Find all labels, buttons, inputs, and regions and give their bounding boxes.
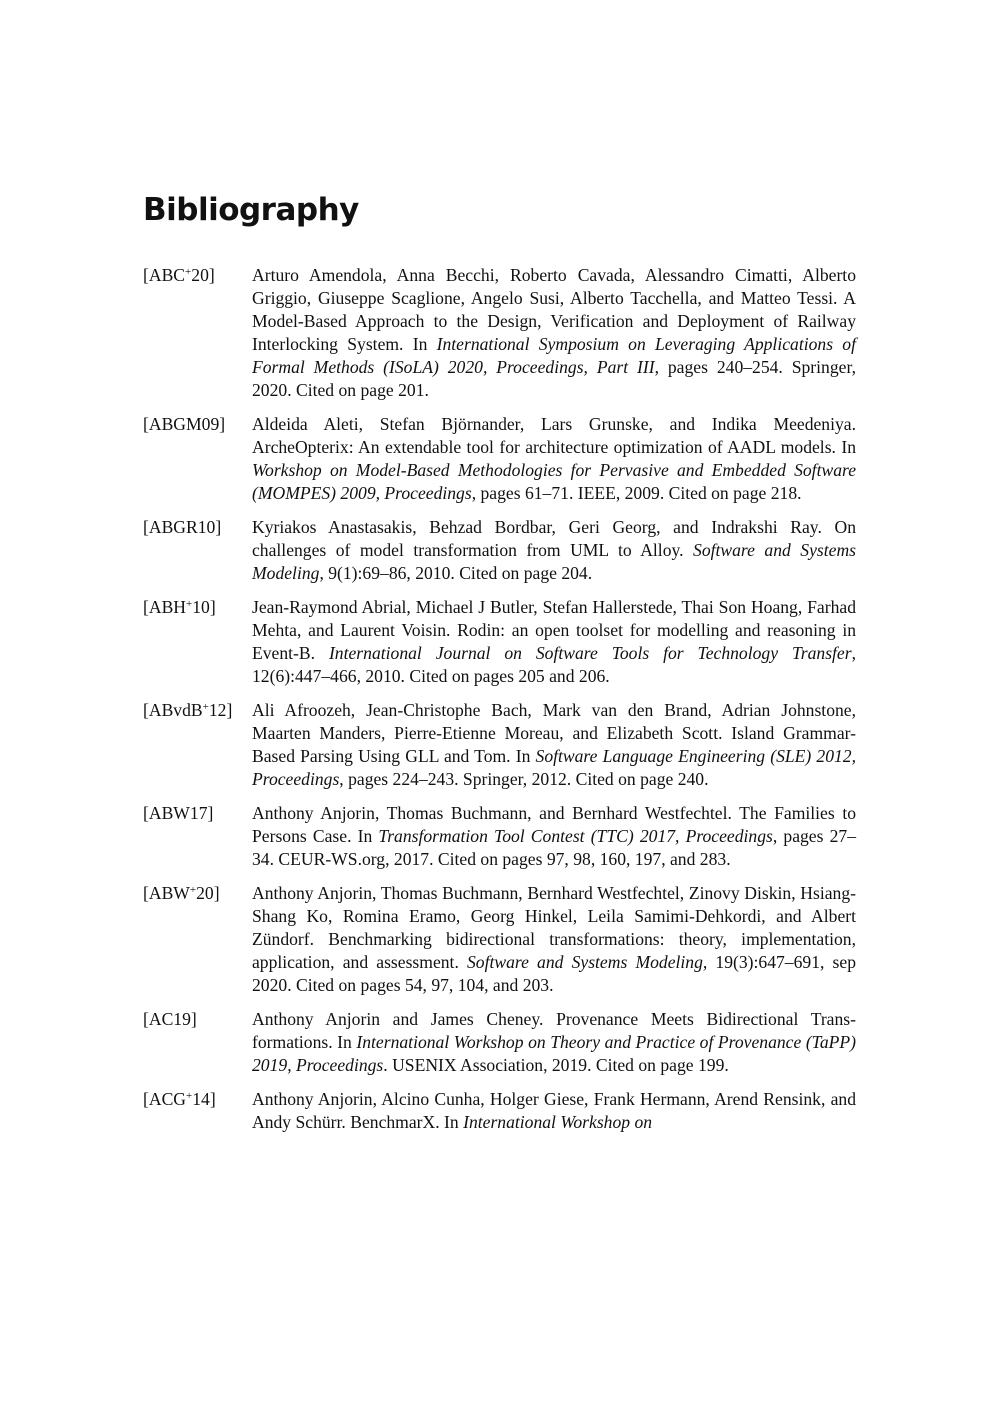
bib-entry xyxy=(143,516,856,585)
bib-venue: Transformation Tool Contest (TTC) 2017, Proceedings xyxy=(378,826,773,846)
bib-text: Arturo Amendola, Anna Becchi, Roberto Cavada, Alessandro Cimatti, Alberto Griggio, Giuseppe Scaglione, Angelo Susi, Alberto Tacchella, and Matteo Tessi. A Model-Based Approach to the Design, Verification and Deployment of Railway Interlocking System. In International Symposium on Leveraging Applications of Formal Methods (ISoLA) 2020, Proceedings, Part III, pages 240–254. Springer, 2020. Cited on page 201. xyxy=(252,265,857,400)
bib-key: [ABH+10] xyxy=(143,597,216,617)
bib-text: Jean-Raymond Abrial, Michael J Butler, Stefan Hallerstede, Thai Son Hoang, Farhad Mehta, and Laurent Voisin. Rodin: an open toolset for modelling and reasoning in Event-B. International Journal on Software Tools for Technology Transfer, 12(6):447–466, 2010. Cited on pages 205 and 206. xyxy=(252,597,856,686)
bib-text: Anthony Anjorin, Thomas Buchmann, and Bernhard Westfechtel. The Families to Persons Case. In Transformation Tool Contest (TTC) 2017, Proceedings, pages 27–34. CEUR-WS.org, 2017. Cited on pages 97, 98, 160, 197, and 283. xyxy=(252,803,856,869)
bib-entry xyxy=(143,699,856,791)
bib-key: [ABGM09] xyxy=(143,414,226,434)
bib-venue: International Journal on Software Tools for Technology Transfer xyxy=(328,643,852,663)
bib-key: [ABW+20] xyxy=(143,883,220,903)
bib-text: Aldeida Aleti, Stefan Björnander, Lars Grunske, and Indika Meedeniya. ArcheOpterix: An extendable tool for architecture optimization of AADL models. In Workshop on Model-Based Methodologies for Pervasive and Embedded Software (MOMPES) 2009, Proceedings, pages 61–71. IEEE, 2009. Cited on page 218. xyxy=(252,414,856,503)
bib-venue: International Workshop on xyxy=(463,1112,653,1132)
bib-entry xyxy=(143,596,856,688)
bib-venue: Workshop on Model-Based Methodologies for Pervasive and Embedded Software (MOMPES) 2009, Proceedings xyxy=(252,460,856,503)
bib-key: [ACG+14] xyxy=(143,1089,216,1109)
bib-text: Anthony Anjorin, Alcino Cunha, Holger Giese, Frank Hermann, Arend Rensink, and Andy Schürr. BenchmarX. In International Workshop on xyxy=(252,1089,856,1132)
bib-text: Anthony Anjorin, Thomas Buchmann, Bernhard Westfechtel, Zinovy Diskin, Hsiang-Shang Ko, Romina Eramo, Georg Hinkel, Leila Samimi-Dehkordi, and Albert Zündorf. Benchmarking bidirectional transformations: theory, implementation, application, and assessment. Software and Systems Modeling, 19(3):647–691, sep 2020. Cited on pages 54, 97, 104, and 203. xyxy=(252,883,856,995)
bib-entry xyxy=(143,882,856,997)
bib-key: [AC19] xyxy=(143,1009,197,1029)
bibliography-list xyxy=(143,264,856,1145)
bib-key: [ABvdB+12] xyxy=(143,700,233,720)
bib-venue: International Symposium on Leveraging Applications of Formal Methods (ISoLA) 2020, Proceedings, Part III xyxy=(252,334,856,377)
bib-entry xyxy=(143,1008,856,1077)
bib-entry xyxy=(143,802,856,871)
bib-key: [ABGR10] xyxy=(143,517,222,537)
bib-text: Ali Afroozeh, Jean-Christophe Bach, Mark van den Brand, Adrian Johnstone, Maarten Manders, Pierre-Etienne Moreau, and Elizabeth Scott. Island Grammar-Based Parsing Using GLL and Tom. In Software Language Engineering (SLE) 2012, Proceedings, pages 224–243. Springer, 2012. Cited on page 240. xyxy=(252,700,856,789)
bib-venue: International Workshop on Theory and Practice of Provenance (TaPP) 2019, Proceedings xyxy=(252,1032,857,1075)
page-title: Bibliography xyxy=(143,192,359,228)
bib-text: Kyriakos Anastasakis, Behzad Bordbar, Geri Georg, and Indrakshi Ray. On challenges of model transformation from UML to Alloy. Software and Systems Modeling, 9(1):69–86, 2010. Cited on page 204. xyxy=(252,517,856,583)
bib-key: [ABW17] xyxy=(143,803,214,823)
bib-entry xyxy=(143,413,856,505)
bib-venue: Software and Systems Modeling xyxy=(252,540,856,583)
bib-entry xyxy=(143,264,856,402)
bib-text: Anthony Anjorin and James Cheney. Provenance Meets Bidirectional Transformations. In International Workshop on Theory and Practice of Provenance (TaPP) 2019, Proceedings. USENIX Association, 2019. Cited on page 199. xyxy=(252,1009,857,1075)
bib-venue: Software Language Engineering (SLE) 2012, Proceedings xyxy=(252,746,856,789)
bib-venue: Software and Systems Modeling xyxy=(467,952,703,972)
bib-entry xyxy=(143,1088,856,1134)
bib-key: [ABC+20] xyxy=(143,265,215,285)
